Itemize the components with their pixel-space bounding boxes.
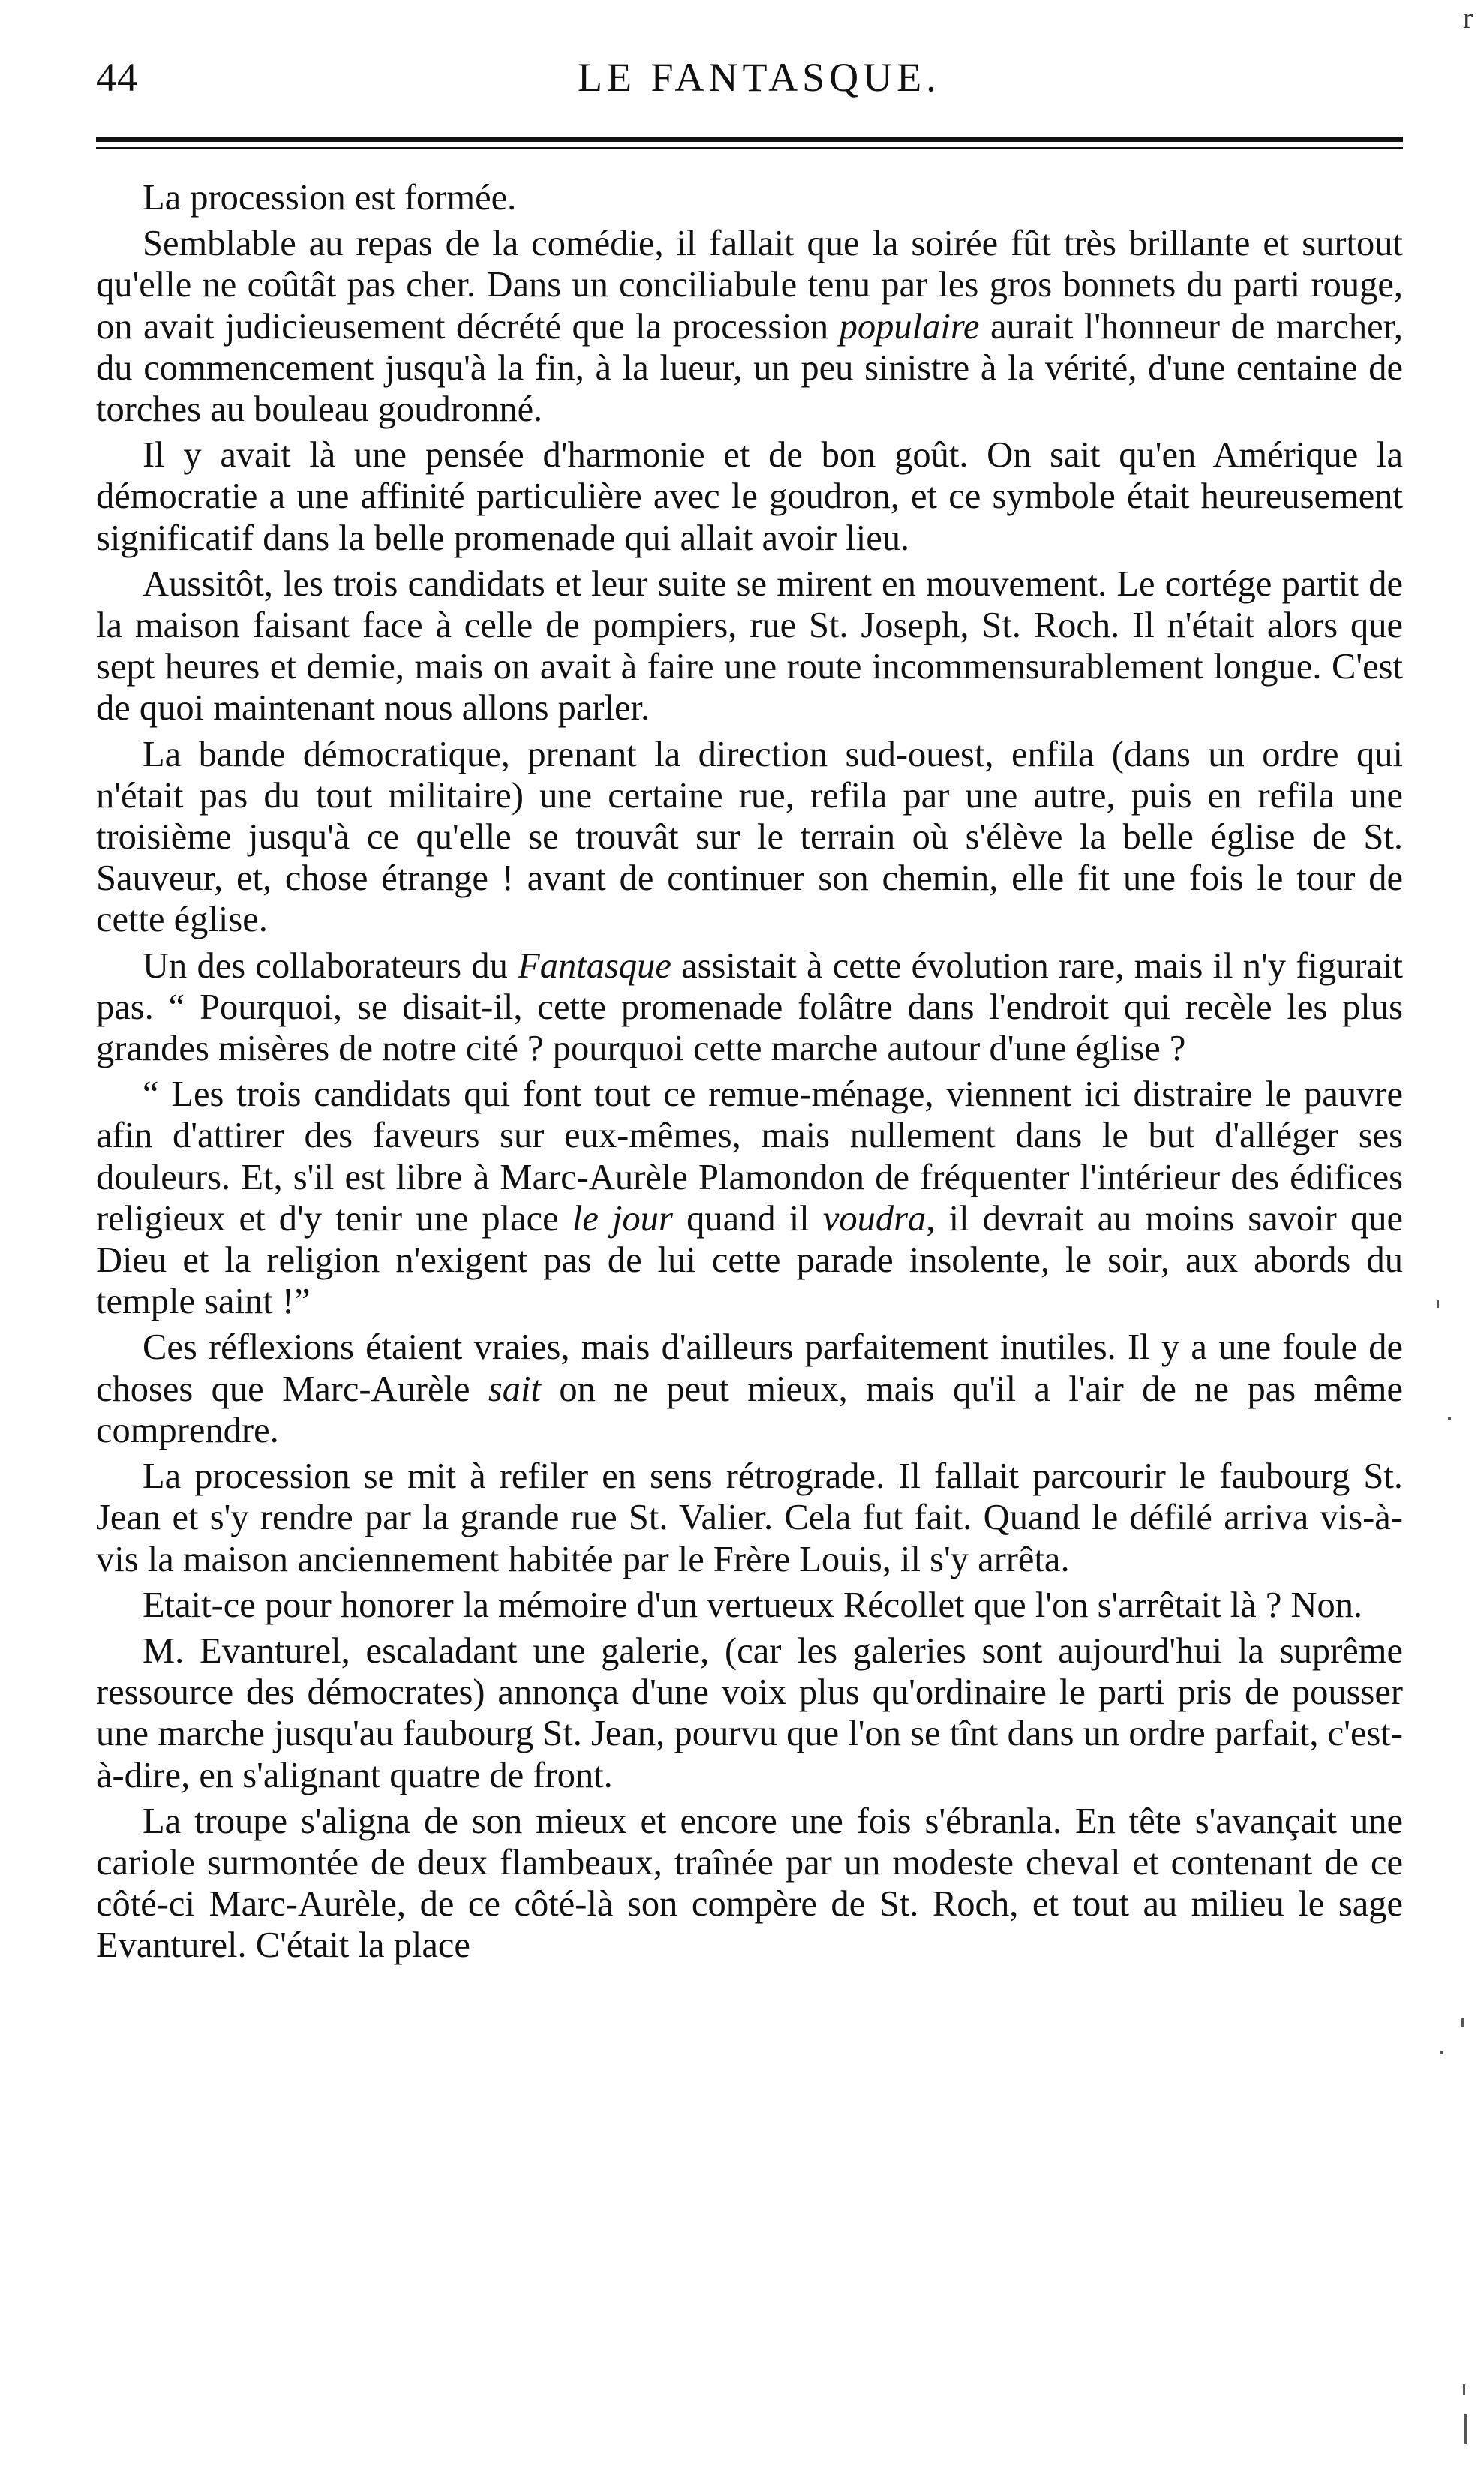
italic-text: le jour xyxy=(572,1198,673,1239)
text-run: La procession est formée. xyxy=(143,178,517,218)
text-run: , il devrait au moins savoir que Dieu et la religion n'exigent pas de lui cette parade insolente, le soir, aux abords du temple saint !” xyxy=(96,1198,1403,1322)
text-run: on ne peut mieux, mais qu'il a l'air de ne pas même comprendre. xyxy=(96,1369,1403,1450)
paragraph xyxy=(96,1456,1403,1580)
text-run: M. Evanturel, escaladant une galerie, (car les galeries sont aujourd'hui la suprême ressource des démocrates) annonça d'une voix plus qu'ordinaire le parti pris de pousser une marche jusqu'au faubourg St. Jean, pourvu que l'on se tînt dans un ordre parfait, c'est-à-dire, en s'alignant quatre de front. xyxy=(96,1630,1403,1795)
margin-mark xyxy=(1440,2051,1443,2054)
paragraph xyxy=(96,734,1403,941)
text-run: Il y avait là une pensée d'harmonie et de bon goût. On sait qu'en Amérique la démocratie a une affinité particulière avec le goudron, et ce symbole était heureusement significatif dans la belle promenade qui allait avoir lieu. xyxy=(96,435,1403,558)
text-run: Semblable au repas de la comédie, il fallait que la soirée fût très brillante et surtout qu'elle ne coûtât pas cher. Dans un conciliabule tenu par les gros bonnets du parti rouge, on avait judicieusement décrété que la procession xyxy=(96,224,1403,347)
corner-mark: r xyxy=(1463,1,1473,35)
text-run: La procession se mit à refiler en sens rétrograde. Il fallait parcourir le faubourg St. Jean et s'y rendre par la grande rue St. Valier. Cela fut fait. Quand le défilé arriva vis-à-vis la maison anciennement habitée par le Frère Louis, il s'y arrêta. xyxy=(96,1456,1403,1579)
italic-text: sait xyxy=(488,1369,541,1409)
running-title: LE FANTASQUE. xyxy=(578,55,941,100)
italic-text: Fantasque xyxy=(518,945,671,986)
header-rule-thick xyxy=(96,137,1403,142)
paragraph xyxy=(96,177,1403,218)
body-text xyxy=(96,177,1403,1967)
text-run: Ces réflexions étaient vraies, mais d'ailleurs parfaitement inutiles. Il y a une foule de choses que Marc-Aurèle xyxy=(96,1327,1403,1409)
paragraph xyxy=(96,945,1403,1070)
text-run: “ Les trois candidats qui font tout ce remue-ménage, viennent ici distraire le pauvre afin d'attirer des faveurs sur eux-mêmes, mais nullement dans le but d'alléger ses douleurs. Et, s'il est libre à Marc-Aurèle Plamondon de fréquenter l'intérieur des édifices religieux et d'y tenir une place xyxy=(96,1074,1403,1239)
paragraph xyxy=(96,434,1403,559)
margin-mark xyxy=(1461,2018,1464,2027)
paragraph xyxy=(96,1074,1403,1322)
paragraph xyxy=(96,1327,1403,1451)
text-run: La bande démocratique, prenant la direction sud-ouest, enfila (dans un ordre qui n'était pas du tout militaire) une certaine rue, refila par une autre, puis en refila une troisième jusqu'à ce qu'elle se trouvât sur le terrain où s'élève la belle église de St. Sauveur, et, chose étrange ! avant de continuer son chemin, elle fit une fois le tour de cette église. xyxy=(96,734,1403,940)
margin-mark xyxy=(1464,2414,1467,2444)
margin-mark xyxy=(1437,1300,1439,1308)
paragraph xyxy=(96,1585,1403,1626)
header-rule-thin xyxy=(96,147,1403,149)
text-run: Etait-ce pour honorer la mémoire d'un vertueux Récollet que l'on s'arrêtait là ? Non. xyxy=(143,1585,1363,1625)
paragraph xyxy=(96,1801,1403,1967)
paragraph xyxy=(96,223,1403,430)
paragraph xyxy=(96,563,1403,729)
page-header xyxy=(0,54,1484,107)
text-run: Aussitôt, les trois candidats et leur suite se mirent en mouvement. Le cortége partit de la maison faisant face à celle de pompiers, rue St. Joseph, St. Roch. Il n'était alors que sept heures et demie, mais on avait à faire une route incommensurablement longue. C'est de quoi maintenant nous allons parler. xyxy=(96,563,1403,729)
italic-text: populaire xyxy=(839,306,980,347)
page-number: 44 xyxy=(96,55,138,100)
margin-mark xyxy=(1448,1417,1451,1420)
text-run: assistait à cette évolution rare, mais il n'y figurait pas. “ Pourquoi, se disait-il, cette promenade folâtre dans l'endroit qui recèle les plus grandes misères de notre cité ? pourquoi cette marche autour d'une église ? xyxy=(96,945,1403,1069)
text-run: La troupe s'aligna de son mieux et encore une fois s'ébranla. En tête s'avançait une cariole surmontée de deux flambeaux, traînée par un modeste cheval et contenant de ce côté-ci Marc-Aurèle, de ce côté-là son compère de St. Roch, et tout au milieu le sage Evanturel. C'était la place xyxy=(96,1801,1403,1966)
text-run: quand il xyxy=(672,1198,823,1239)
italic-text: voudra xyxy=(822,1198,927,1239)
paragraph xyxy=(96,1630,1403,1796)
text-run: Un des collaborateurs du xyxy=(143,945,518,986)
margin-mark xyxy=(1463,2384,1465,2395)
text-run: aurait l'honneur de marcher, du commencement jusqu'à la fin, à la lueur, un peu sinistre à la vérité, d'une centaine de torches au bouleau goudronné. xyxy=(96,306,1403,430)
